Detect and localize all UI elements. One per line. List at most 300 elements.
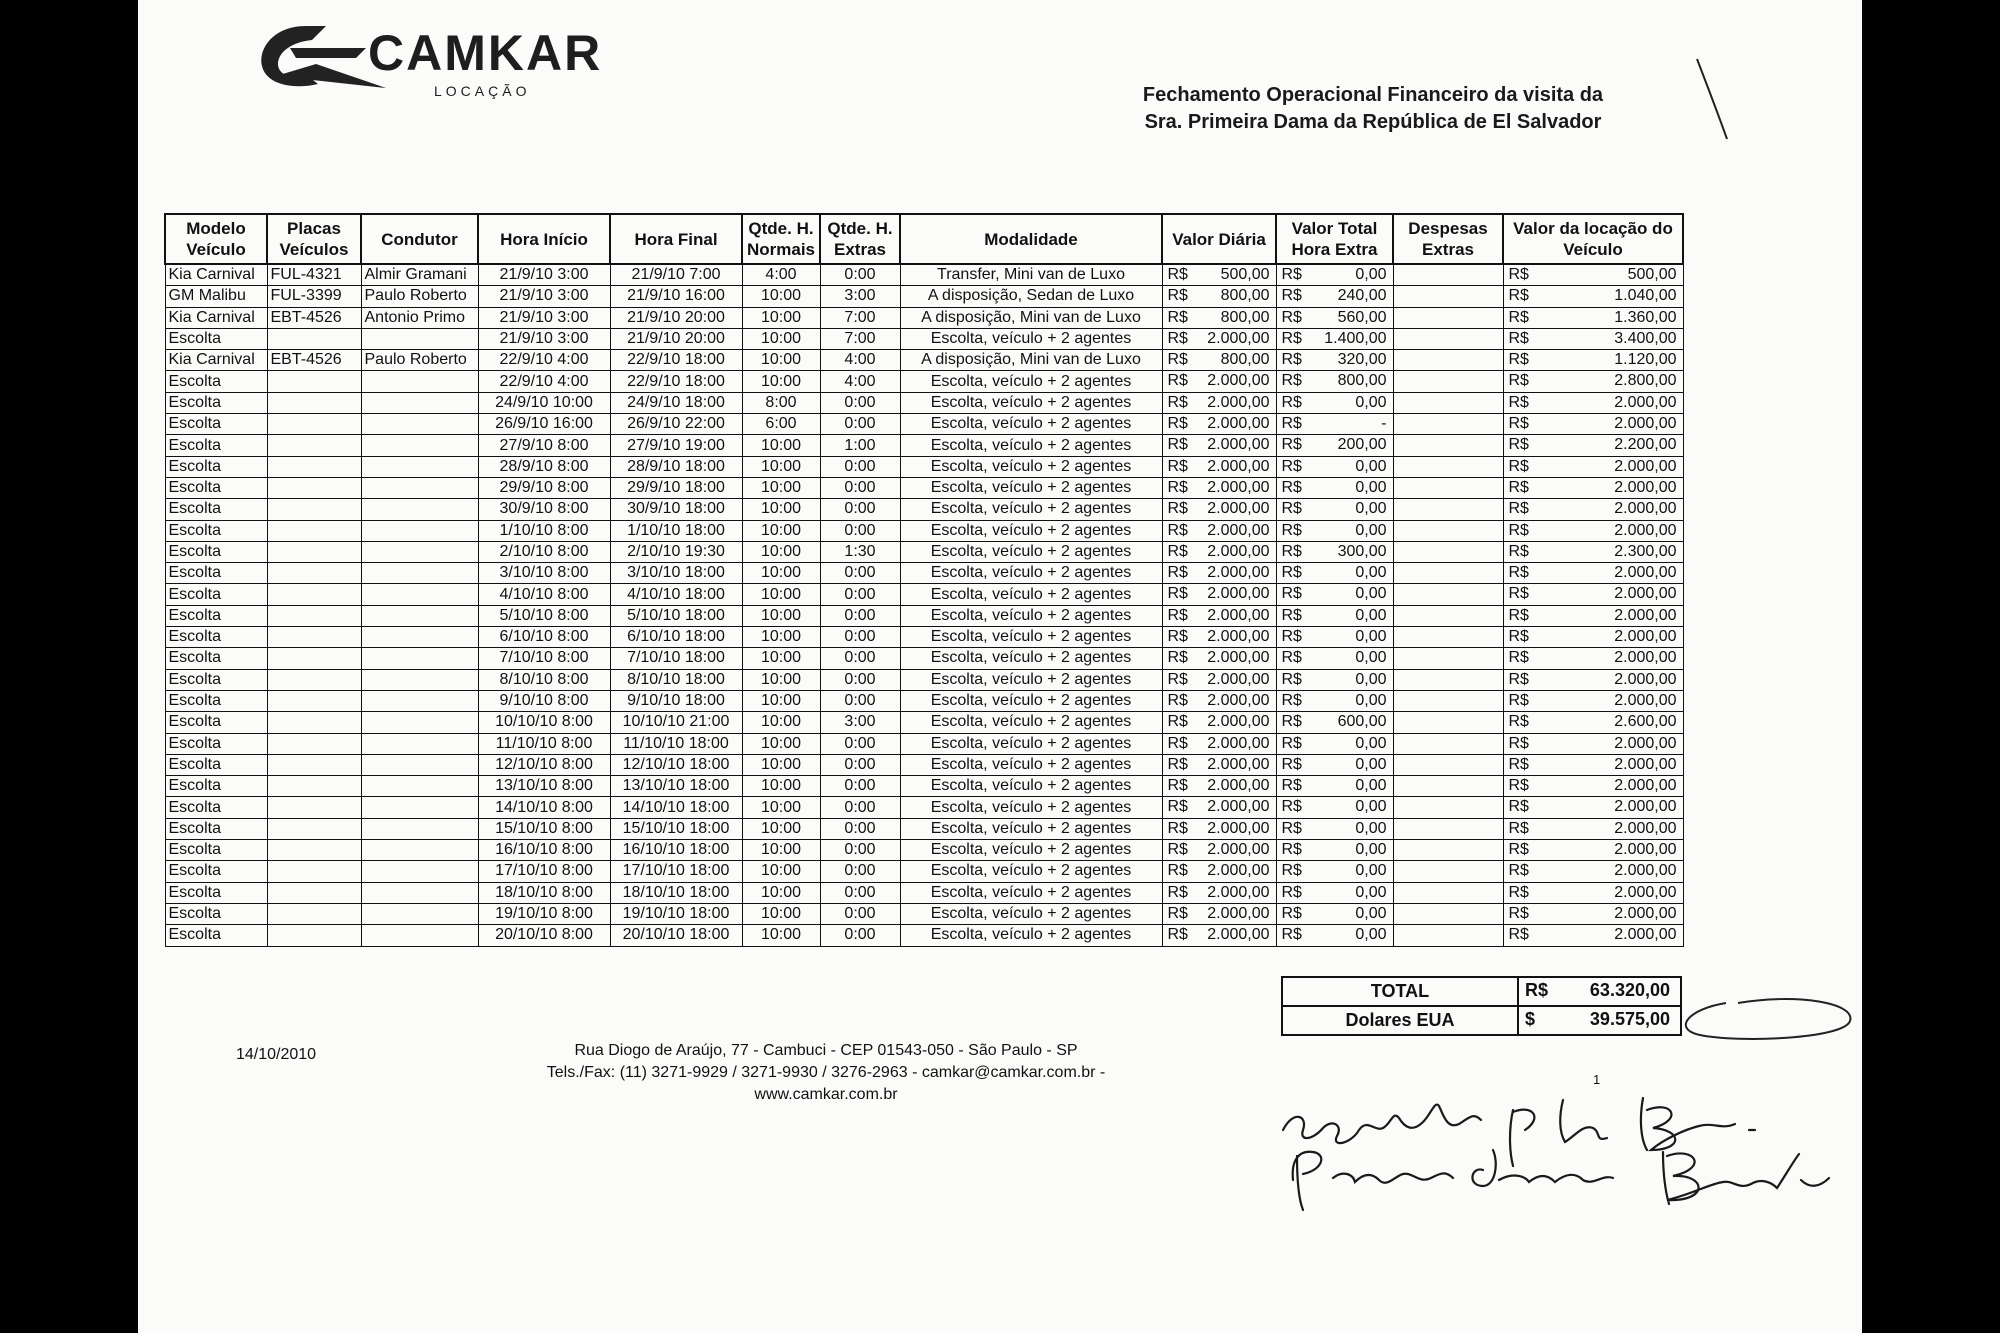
end-time-cell: 24/9/10 18:00 bbox=[610, 392, 742, 413]
rental-value-cell bbox=[1503, 754, 1683, 775]
extra-hours-cell: 0:00 bbox=[820, 669, 900, 690]
plate-cell bbox=[267, 925, 361, 946]
normal-hours-cell: 10:00 bbox=[742, 350, 820, 371]
currency-symbol: R$ bbox=[1281, 351, 1302, 369]
column-header: Modalidade bbox=[900, 214, 1162, 264]
table-row bbox=[165, 264, 1683, 286]
rental-value-cell bbox=[1503, 286, 1683, 307]
amount: 3.400,00 bbox=[1614, 329, 1677, 347]
model-cell: Escolta bbox=[165, 435, 267, 456]
plate-cell bbox=[267, 754, 361, 775]
currency-symbol: R$ bbox=[1281, 734, 1302, 752]
extra-hours-cell: 1:30 bbox=[820, 541, 900, 562]
amount: 2.000,00 bbox=[1614, 564, 1677, 582]
modality-cell: Escolta, veículo + 2 agentes bbox=[900, 776, 1162, 797]
amount: 1.120,00 bbox=[1614, 351, 1677, 369]
end-time-cell: 7/10/10 18:00 bbox=[610, 648, 742, 669]
overtime-total-cell bbox=[1276, 797, 1393, 818]
table-row bbox=[165, 414, 1683, 435]
currency-symbol: R$ bbox=[1281, 542, 1302, 560]
extra-expenses-cell bbox=[1393, 733, 1503, 754]
extra-expenses-cell bbox=[1393, 754, 1503, 775]
end-time-cell: 28/9/10 18:00 bbox=[610, 456, 742, 477]
amount: 1.040,00 bbox=[1614, 287, 1677, 305]
modality-cell: Escolta, veículo + 2 agentes bbox=[900, 392, 1162, 413]
start-time-cell: 12/10/10 8:00 bbox=[478, 754, 610, 775]
overtime-total-cell bbox=[1276, 563, 1393, 584]
handwritten-circle-mark bbox=[1678, 995, 1858, 1045]
amount: - bbox=[1381, 415, 1387, 433]
daily-rate-cell bbox=[1162, 648, 1276, 669]
overtime-total-cell bbox=[1276, 648, 1393, 669]
amount: 560,00 bbox=[1337, 308, 1387, 326]
amount: 0,00 bbox=[1355, 564, 1387, 582]
currency-symbol: R$ bbox=[1508, 500, 1529, 518]
currency-symbol: R$ bbox=[1281, 883, 1302, 901]
overtime-total-cell bbox=[1276, 477, 1393, 498]
amount: 1.360,00 bbox=[1614, 308, 1677, 326]
overtime-total-cell bbox=[1276, 499, 1393, 520]
amount: 2.000,00 bbox=[1207, 713, 1270, 731]
modality-cell: Escolta, veículo + 2 agentes bbox=[900, 456, 1162, 477]
start-time-cell: 3/10/10 8:00 bbox=[478, 563, 610, 584]
amount: 0,00 bbox=[1355, 649, 1387, 667]
model-cell: Escolta bbox=[165, 371, 267, 392]
overtime-total-cell bbox=[1276, 861, 1393, 882]
normal-hours-cell: 10:00 bbox=[742, 648, 820, 669]
daily-rate-cell bbox=[1162, 712, 1276, 733]
amount: 2.000,00 bbox=[1614, 777, 1677, 795]
currency-symbol: R$ bbox=[1508, 883, 1529, 901]
plate-cell bbox=[267, 435, 361, 456]
end-time-cell: 15/10/10 18:00 bbox=[610, 818, 742, 839]
extra-expenses-cell bbox=[1393, 392, 1503, 413]
currency-symbol: R$ bbox=[1508, 798, 1529, 816]
extra-expenses-cell bbox=[1393, 414, 1503, 435]
model-cell: Kia Carnival bbox=[165, 307, 267, 328]
start-time-cell: 27/9/10 8:00 bbox=[478, 435, 610, 456]
overtime-total-cell bbox=[1276, 605, 1393, 626]
document-date: 14/10/2010 bbox=[236, 1046, 317, 1063]
plate-cell bbox=[267, 712, 361, 733]
currency-symbol: R$ bbox=[1167, 777, 1188, 795]
end-time-cell: 27/9/10 19:00 bbox=[610, 435, 742, 456]
plate-cell: EBT-4526 bbox=[267, 307, 361, 328]
model-cell: Escolta bbox=[165, 584, 267, 605]
start-time-cell: 4/10/10 8:00 bbox=[478, 584, 610, 605]
overtime-total-cell bbox=[1276, 392, 1393, 413]
plate-cell bbox=[267, 627, 361, 648]
column-header: Qtde. H. Extras bbox=[820, 214, 900, 264]
driver-cell bbox=[361, 818, 478, 839]
currency-symbol: R$ bbox=[1508, 691, 1529, 709]
overtime-total-cell bbox=[1276, 925, 1393, 946]
driver-cell bbox=[361, 776, 478, 797]
rental-value-cell bbox=[1503, 435, 1683, 456]
plate-cell bbox=[267, 328, 361, 349]
modality-cell: Escolta, veículo + 2 agentes bbox=[900, 563, 1162, 584]
amount: 0,00 bbox=[1355, 266, 1387, 283]
table-row bbox=[165, 477, 1683, 498]
footer-contact: Tels./Fax: (11) 3271-9929 / 3271-9930 / 3276-2963 - camkar@camkar.com.br - www.camkar.com.br bbox=[546, 1064, 1106, 1103]
daily-rate-cell bbox=[1162, 264, 1276, 286]
currency-symbol: R$ bbox=[1508, 266, 1529, 283]
currency-symbol: R$ bbox=[1167, 372, 1188, 390]
table-row bbox=[165, 541, 1683, 562]
currency-symbol: R$ bbox=[1508, 841, 1529, 859]
amount: 2.000,00 bbox=[1614, 926, 1677, 944]
amount: 800,00 bbox=[1337, 372, 1387, 390]
end-time-cell: 20/10/10 18:00 bbox=[610, 925, 742, 946]
extra-hours-cell: 0:00 bbox=[820, 605, 900, 626]
normal-hours-cell: 10:00 bbox=[742, 563, 820, 584]
end-time-cell: 8/10/10 18:00 bbox=[610, 669, 742, 690]
plate-cell bbox=[267, 882, 361, 903]
rental-value-cell bbox=[1503, 328, 1683, 349]
plate-cell bbox=[267, 840, 361, 861]
overtime-total-cell bbox=[1276, 818, 1393, 839]
table-row bbox=[165, 861, 1683, 882]
extra-expenses-cell bbox=[1393, 818, 1503, 839]
currency-symbol: R$ bbox=[1281, 500, 1302, 518]
currency-symbol: R$ bbox=[1167, 500, 1188, 518]
daily-rate-cell bbox=[1162, 627, 1276, 648]
currency-symbol: R$ bbox=[1167, 734, 1188, 752]
currency-symbol: R$ bbox=[1281, 777, 1302, 795]
amount: 2.000,00 bbox=[1207, 670, 1270, 688]
extra-hours-cell: 0:00 bbox=[820, 754, 900, 775]
currency-symbol: R$ bbox=[1508, 649, 1529, 667]
daily-rate-cell bbox=[1162, 477, 1276, 498]
document-page bbox=[138, 0, 1862, 1333]
normal-hours-cell: 10:00 bbox=[742, 669, 820, 690]
amount: 2.000,00 bbox=[1207, 649, 1270, 667]
normal-hours-cell: 10:00 bbox=[742, 840, 820, 861]
modality-cell: Escolta, veículo + 2 agentes bbox=[900, 371, 1162, 392]
plate-cell bbox=[267, 456, 361, 477]
currency-symbol: R$ bbox=[1508, 329, 1529, 347]
extra-hours-cell: 0:00 bbox=[820, 264, 900, 286]
plate-cell bbox=[267, 818, 361, 839]
table-row bbox=[165, 456, 1683, 477]
normal-hours-cell: 10:00 bbox=[742, 456, 820, 477]
plate-cell bbox=[267, 499, 361, 520]
amount: 2.000,00 bbox=[1207, 478, 1270, 496]
currency-symbol: R$ bbox=[1167, 862, 1188, 880]
total-cell bbox=[1518, 977, 1681, 1006]
extra-hours-cell: 0:00 bbox=[820, 903, 900, 924]
driver-cell bbox=[361, 903, 478, 924]
currency-symbol: R$ bbox=[1508, 819, 1529, 837]
daily-rate-cell bbox=[1162, 520, 1276, 541]
table-row bbox=[165, 712, 1683, 733]
normal-hours-cell: 10:00 bbox=[742, 903, 820, 924]
currency-symbol: R$ bbox=[1508, 734, 1529, 752]
normal-hours-cell: 10:00 bbox=[742, 477, 820, 498]
overtime-total-cell bbox=[1276, 541, 1393, 562]
extra-expenses-cell bbox=[1393, 477, 1503, 498]
amount: 2.000,00 bbox=[1207, 777, 1270, 795]
extra-expenses-cell bbox=[1393, 456, 1503, 477]
extra-expenses-cell bbox=[1393, 690, 1503, 711]
currency-symbol: R$ bbox=[1281, 329, 1302, 347]
rental-value-cell bbox=[1503, 690, 1683, 711]
svg-text:CAMKAR: CAMKAR bbox=[368, 25, 603, 81]
currency-symbol: R$ bbox=[1508, 478, 1529, 496]
model-cell: Kia Carnival bbox=[165, 350, 267, 371]
daily-rate-cell bbox=[1162, 776, 1276, 797]
extra-expenses-cell bbox=[1393, 669, 1503, 690]
amount: 2.000,00 bbox=[1207, 585, 1270, 603]
handwritten-signature-note bbox=[1263, 1070, 1883, 1220]
plate-cell bbox=[267, 648, 361, 669]
currency-symbol: R$ bbox=[1281, 798, 1302, 816]
end-time-cell: 17/10/10 18:00 bbox=[610, 861, 742, 882]
driver-cell bbox=[361, 861, 478, 882]
rental-value-cell bbox=[1503, 925, 1683, 946]
modality-cell: Escolta, veículo + 2 agentes bbox=[900, 669, 1162, 690]
total-currency: R$ bbox=[1525, 980, 1549, 1000]
modality-cell: Escolta, veículo + 2 agentes bbox=[900, 733, 1162, 754]
extra-expenses-cell bbox=[1393, 350, 1503, 371]
table-row bbox=[165, 307, 1683, 328]
currency-symbol: R$ bbox=[1508, 351, 1529, 369]
column-header: Qtde. H. Normais bbox=[742, 214, 820, 264]
currency-symbol: R$ bbox=[1281, 372, 1302, 390]
daily-rate-cell bbox=[1162, 840, 1276, 861]
table-row bbox=[165, 797, 1683, 818]
driver-cell bbox=[361, 733, 478, 754]
start-time-cell: 29/9/10 8:00 bbox=[478, 477, 610, 498]
plate-cell: FUL-4321 bbox=[267, 264, 361, 286]
modality-cell: Escolta, veículo + 2 agentes bbox=[900, 520, 1162, 541]
modality-cell: Escolta, veículo + 2 agentes bbox=[900, 712, 1162, 733]
rental-value-cell bbox=[1503, 499, 1683, 520]
end-time-cell: 19/10/10 18:00 bbox=[610, 903, 742, 924]
model-cell: Escolta bbox=[165, 712, 267, 733]
modality-cell: Escolta, veículo + 2 agentes bbox=[900, 690, 1162, 711]
amount: 2.000,00 bbox=[1207, 734, 1270, 752]
table-row bbox=[165, 520, 1683, 541]
currency-symbol: R$ bbox=[1167, 457, 1188, 475]
extra-expenses-cell bbox=[1393, 264, 1503, 286]
start-time-cell: 22/9/10 4:00 bbox=[478, 350, 610, 371]
currency-symbol: R$ bbox=[1281, 713, 1302, 731]
daily-rate-cell bbox=[1162, 563, 1276, 584]
overtime-total-cell bbox=[1276, 307, 1393, 328]
overtime-total-cell bbox=[1276, 903, 1393, 924]
table-row bbox=[165, 584, 1683, 605]
plate-cell bbox=[267, 392, 361, 413]
rental-value-cell bbox=[1503, 520, 1683, 541]
modality-cell: Escolta, veículo + 2 agentes bbox=[900, 797, 1162, 818]
model-cell: Escolta bbox=[165, 797, 267, 818]
extra-expenses-cell bbox=[1393, 286, 1503, 307]
plate-cell bbox=[267, 733, 361, 754]
currency-symbol: R$ bbox=[1167, 649, 1188, 667]
extra-hours-cell: 0:00 bbox=[820, 882, 900, 903]
normal-hours-cell: 10:00 bbox=[742, 499, 820, 520]
end-time-cell: 21/9/10 20:00 bbox=[610, 328, 742, 349]
rental-value-cell bbox=[1503, 584, 1683, 605]
extra-hours-cell: 4:00 bbox=[820, 371, 900, 392]
daily-rate-cell bbox=[1162, 541, 1276, 562]
table-row bbox=[165, 435, 1683, 456]
rental-value-cell bbox=[1503, 882, 1683, 903]
amount: 0,00 bbox=[1355, 798, 1387, 816]
currency-symbol: R$ bbox=[1281, 606, 1302, 624]
currency-symbol: R$ bbox=[1508, 628, 1529, 646]
amount: 2.000,00 bbox=[1614, 649, 1677, 667]
amount: 2.000,00 bbox=[1614, 862, 1677, 880]
model-cell: Escolta bbox=[165, 648, 267, 669]
modality-cell: Escolta, veículo + 2 agentes bbox=[900, 882, 1162, 903]
normal-hours-cell: 10:00 bbox=[742, 712, 820, 733]
table-row bbox=[165, 499, 1683, 520]
rental-value-cell bbox=[1503, 776, 1683, 797]
end-time-cell: 30/9/10 18:00 bbox=[610, 499, 742, 520]
currency-symbol: R$ bbox=[1167, 436, 1188, 454]
driver-cell: Paulo Roberto bbox=[361, 350, 478, 371]
currency-symbol: R$ bbox=[1167, 415, 1188, 433]
plate-cell bbox=[267, 414, 361, 435]
model-cell: Escolta bbox=[165, 861, 267, 882]
normal-hours-cell: 10:00 bbox=[742, 307, 820, 328]
plate-cell bbox=[267, 797, 361, 818]
currency-symbol: R$ bbox=[1167, 883, 1188, 901]
overtime-total-cell bbox=[1276, 754, 1393, 775]
amount: 0,00 bbox=[1355, 457, 1387, 475]
currency-symbol: R$ bbox=[1167, 478, 1188, 496]
model-cell: Escolta bbox=[165, 563, 267, 584]
normal-hours-cell: 10:00 bbox=[742, 776, 820, 797]
extra-hours-cell: 0:00 bbox=[820, 861, 900, 882]
driver-cell bbox=[361, 328, 478, 349]
driver-cell bbox=[361, 605, 478, 626]
normal-hours-cell: 10:00 bbox=[742, 797, 820, 818]
plate-cell: EBT-4526 bbox=[267, 350, 361, 371]
amount: 1.400,00 bbox=[1324, 329, 1387, 347]
currency-symbol: R$ bbox=[1167, 393, 1188, 411]
usd-cell bbox=[1518, 1006, 1681, 1035]
table-row bbox=[165, 903, 1683, 924]
start-time-cell: 21/9/10 3:00 bbox=[478, 286, 610, 307]
currency-symbol: R$ bbox=[1281, 478, 1302, 496]
plate-cell bbox=[267, 776, 361, 797]
daily-rate-cell bbox=[1162, 286, 1276, 307]
start-time-cell: 18/10/10 8:00 bbox=[478, 882, 610, 903]
currency-symbol: R$ bbox=[1508, 287, 1529, 305]
model-cell: Escolta bbox=[165, 627, 267, 648]
extra-hours-cell: 4:00 bbox=[820, 350, 900, 371]
overtime-total-cell bbox=[1276, 584, 1393, 605]
daily-rate-cell bbox=[1162, 392, 1276, 413]
currency-symbol: R$ bbox=[1167, 308, 1188, 326]
normal-hours-cell: 10:00 bbox=[742, 584, 820, 605]
extra-hours-cell: 0:00 bbox=[820, 627, 900, 648]
amount: 500,00 bbox=[1220, 266, 1270, 283]
column-header: Placas Veículos bbox=[267, 214, 361, 264]
overtime-total-cell bbox=[1276, 371, 1393, 392]
daily-rate-cell bbox=[1162, 605, 1276, 626]
model-cell: Escolta bbox=[165, 903, 267, 924]
model-cell: GM Malibu bbox=[165, 286, 267, 307]
amount: 2.300,00 bbox=[1614, 542, 1677, 560]
extra-expenses-cell bbox=[1393, 840, 1503, 861]
extra-expenses-cell bbox=[1393, 903, 1503, 924]
currency-symbol: R$ bbox=[1167, 755, 1188, 773]
table-row bbox=[165, 563, 1683, 584]
overtime-total-cell bbox=[1276, 627, 1393, 648]
driver-cell bbox=[361, 797, 478, 818]
start-time-cell: 13/10/10 8:00 bbox=[478, 776, 610, 797]
plate-cell bbox=[267, 584, 361, 605]
amount: 2.000,00 bbox=[1207, 606, 1270, 624]
amount: 2.000,00 bbox=[1207, 542, 1270, 560]
driver-cell bbox=[361, 925, 478, 946]
end-time-cell: 16/10/10 18:00 bbox=[610, 840, 742, 861]
currency-symbol: R$ bbox=[1167, 606, 1188, 624]
normal-hours-cell: 10:00 bbox=[742, 861, 820, 882]
amount: 0,00 bbox=[1355, 755, 1387, 773]
extra-hours-cell: 3:00 bbox=[820, 712, 900, 733]
total-row bbox=[1282, 977, 1681, 1006]
daily-rate-cell bbox=[1162, 328, 1276, 349]
currency-symbol: R$ bbox=[1508, 564, 1529, 582]
normal-hours-cell: 10:00 bbox=[742, 627, 820, 648]
svg-text:LOCAÇÃO: LOCAÇÃO bbox=[434, 83, 531, 99]
rental-value-cell bbox=[1503, 350, 1683, 371]
extra-expenses-cell bbox=[1393, 776, 1503, 797]
daily-rate-cell bbox=[1162, 903, 1276, 924]
amount: 0,00 bbox=[1355, 841, 1387, 859]
pen-stroke-mark bbox=[1693, 55, 1733, 145]
amount: 0,00 bbox=[1355, 904, 1387, 922]
daily-rate-cell bbox=[1162, 861, 1276, 882]
currency-symbol: R$ bbox=[1508, 308, 1529, 326]
driver-cell bbox=[361, 456, 478, 477]
rental-value-cell bbox=[1503, 627, 1683, 648]
totals-table bbox=[1281, 976, 1682, 1036]
amount: 2.000,00 bbox=[1614, 755, 1677, 773]
rental-value-cell bbox=[1503, 264, 1683, 286]
plate-cell bbox=[267, 371, 361, 392]
amount: 2.000,00 bbox=[1207, 329, 1270, 347]
normal-hours-cell: 10:00 bbox=[742, 435, 820, 456]
amount: 2.000,00 bbox=[1614, 819, 1677, 837]
currency-symbol: R$ bbox=[1281, 457, 1302, 475]
table-row bbox=[165, 328, 1683, 349]
table-row bbox=[165, 818, 1683, 839]
table-row bbox=[165, 669, 1683, 690]
extra-hours-cell: 0:00 bbox=[820, 563, 900, 584]
amount: 2.000,00 bbox=[1207, 628, 1270, 646]
daily-rate-cell bbox=[1162, 499, 1276, 520]
extra-expenses-cell bbox=[1393, 797, 1503, 818]
modality-cell: Escolta, veículo + 2 agentes bbox=[900, 499, 1162, 520]
currency-symbol: R$ bbox=[1167, 798, 1188, 816]
table-row bbox=[165, 840, 1683, 861]
driver-cell: Paulo Roberto bbox=[361, 286, 478, 307]
currency-symbol: R$ bbox=[1167, 713, 1188, 731]
column-header: Valor Total Hora Extra bbox=[1276, 214, 1393, 264]
total-label: TOTAL bbox=[1282, 977, 1518, 1006]
currency-symbol: R$ bbox=[1167, 670, 1188, 688]
amount: 0,00 bbox=[1355, 926, 1387, 944]
currency-symbol: R$ bbox=[1508, 393, 1529, 411]
amount: 0,00 bbox=[1355, 862, 1387, 880]
normal-hours-cell: 10:00 bbox=[742, 605, 820, 626]
